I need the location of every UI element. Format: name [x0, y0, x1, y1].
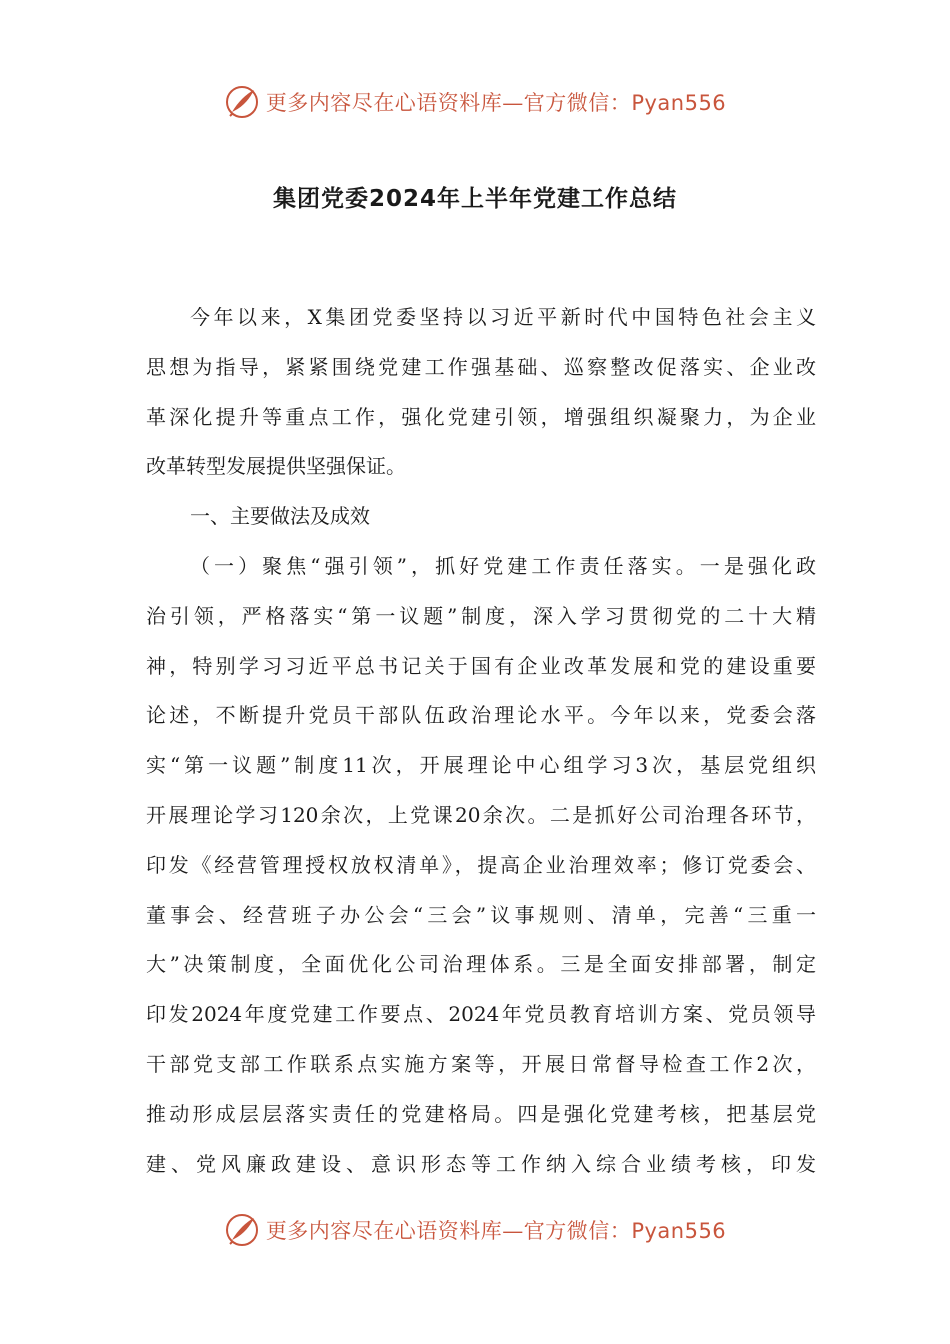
body-line: 董事会、经营班子办公会“三会”议事规则、清单，完善“三重一: [146, 902, 816, 927]
body-line: （一）聚焦“强引领”，抓好党建工作责任落实。一是强化政: [190, 553, 816, 578]
body-line: 印发2024年度党建工作要点、2024年党员教育培训方案、党员领导: [146, 1002, 816, 1027]
quill-logo-icon: [224, 1212, 260, 1248]
body-line: 印发《经营管理授权放权清单》，提高企业治理效率；修订党委会、: [146, 852, 816, 877]
wechat-id: Pyan556: [631, 91, 727, 115]
body-line: 实“第一议题”制度11次，开展理论中心组学习3次，基层党组织: [146, 753, 816, 778]
body-line: 改革转型发展提供坚强保证。: [146, 454, 406, 479]
body-line: 大”决策制度，全面优化公司治理体系。三是全面安排部署，制定: [146, 952, 816, 977]
body-line: 革深化提升等重点工作，强化党建引领，增强组织凝聚力，为企业: [146, 404, 816, 429]
watermark-text: 更多内容尽在心语资料库—官方微信：: [265, 91, 632, 115]
wechat-id: Pyan556: [631, 1219, 727, 1243]
document-title: 集团党委2024年上半年党建工作总结: [272, 186, 677, 212]
body-line: 思想为指导，紧紧围绕党建工作强基础、巡察整改促落实、企业改: [146, 354, 816, 379]
section-heading: 一、主要做法及成效: [190, 504, 370, 529]
body-line: 论述，不断提升党员干部队伍政治理论水平。今年以来，党委会落: [146, 703, 816, 728]
header-watermark: [0, 82, 950, 122]
body-line: 今年以来，X集团党委坚持以习近平新时代中国特色社会主义: [190, 305, 816, 329]
body-line: 建、党风廉政建设、意识形态等工作纳入综合业绩考核，印发: [146, 1151, 816, 1176]
watermark-text: 更多内容尽在心语资料库—官方微信：: [265, 1219, 632, 1243]
document-body: [146, 297, 816, 1193]
quill-logo-icon: [224, 84, 260, 120]
body-line: 干部党支部工作联系点实施方案等，开展日常督导检查工作2次，: [146, 1051, 816, 1076]
body-line: 推动形成层层落实责任的党建格局。四是强化党建考核，把基层党: [146, 1101, 816, 1126]
footer-watermark: [0, 1210, 950, 1250]
body-line: 神，特别学习习近平总书记关于国有企业改革发展和党的建设重要: [146, 653, 816, 678]
body-line: 开展理论学习120余次，上党课20余次。二是抓好公司治理各环节，: [146, 802, 816, 827]
body-line: 治引领，严格落实“第一议题”制度，深入学习贯彻党的二十大精: [146, 603, 816, 628]
